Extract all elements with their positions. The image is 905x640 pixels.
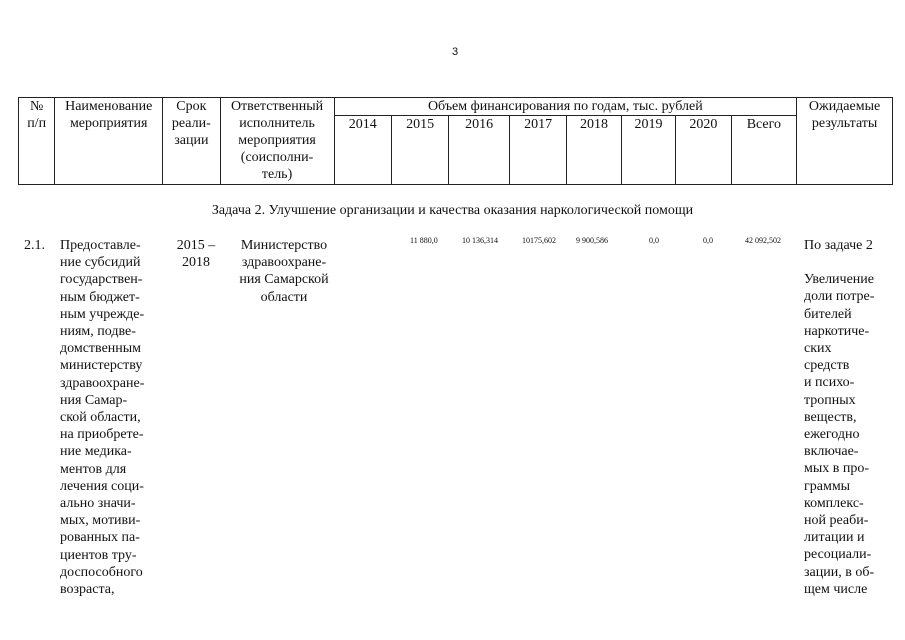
- header-total: Всего: [731, 116, 797, 185]
- responsible-executor: Министерство здравоохране- ния Самарской области: [239, 238, 329, 305]
- amount-2018: 9 900,586: [576, 236, 608, 245]
- expected-results: По задаче 2 Увеличение доли потре- бителей наркотиче- ских средств и психо- тропных веществ, ежегодно включае- мых в про- граммы комплекс- ной реаби- литации и ресоциали- зации, в об- щем числе: [804, 238, 875, 597]
- header-period: Срок реали- зации: [163, 98, 220, 185]
- header-results: Ожидаемые результаты: [797, 98, 893, 185]
- header-executor: Ответственный исполнитель мероприятия (соисполни- тель): [220, 98, 334, 185]
- header-year-2017: 2017: [509, 116, 566, 185]
- header-year-2020: 2020: [676, 116, 731, 185]
- implementation-period: 2015 – 2018: [176, 238, 216, 271]
- header-year-2014: 2014: [334, 116, 391, 185]
- header-year-2015: 2015: [391, 116, 448, 185]
- amount-2017: 10175,602: [522, 236, 556, 245]
- header-year-2019: 2019: [621, 116, 675, 185]
- amount-total: 42 092,502: [745, 236, 781, 245]
- header-number: № п/п: [19, 98, 55, 185]
- amount-2020: 0,0: [703, 236, 713, 245]
- header-year-2016: 2016: [449, 116, 509, 185]
- amount-2016: 10 136,314: [462, 236, 498, 245]
- amount-2019: 0,0: [649, 236, 659, 245]
- row-number: 2.1.: [24, 238, 45, 253]
- header-financing: Объем финансирования по годам, тыс. рублей: [334, 98, 797, 116]
- header-name: Наименование мероприятия: [55, 98, 163, 185]
- measure-name: Предоставле- ние субсидий государствен- ным бюджет- ным учрежде- ниям, подве- домственным министерству здравоохране- ния Самар- ской области, на приобрете- ние медика- ментов для лечения соци- ально значи- мых, мотиви- рованных па- циентов тру- доспособного возраста,: [60, 238, 145, 598]
- task-title: Задача 2. Улучшение организации и качества оказания наркологической помощи: [211, 203, 694, 218]
- page-number: 3: [452, 46, 459, 58]
- header-year-2018: 2018: [567, 116, 621, 185]
- amount-2015: 11 880,0: [410, 236, 438, 245]
- financing-table-header: [18, 97, 893, 185]
